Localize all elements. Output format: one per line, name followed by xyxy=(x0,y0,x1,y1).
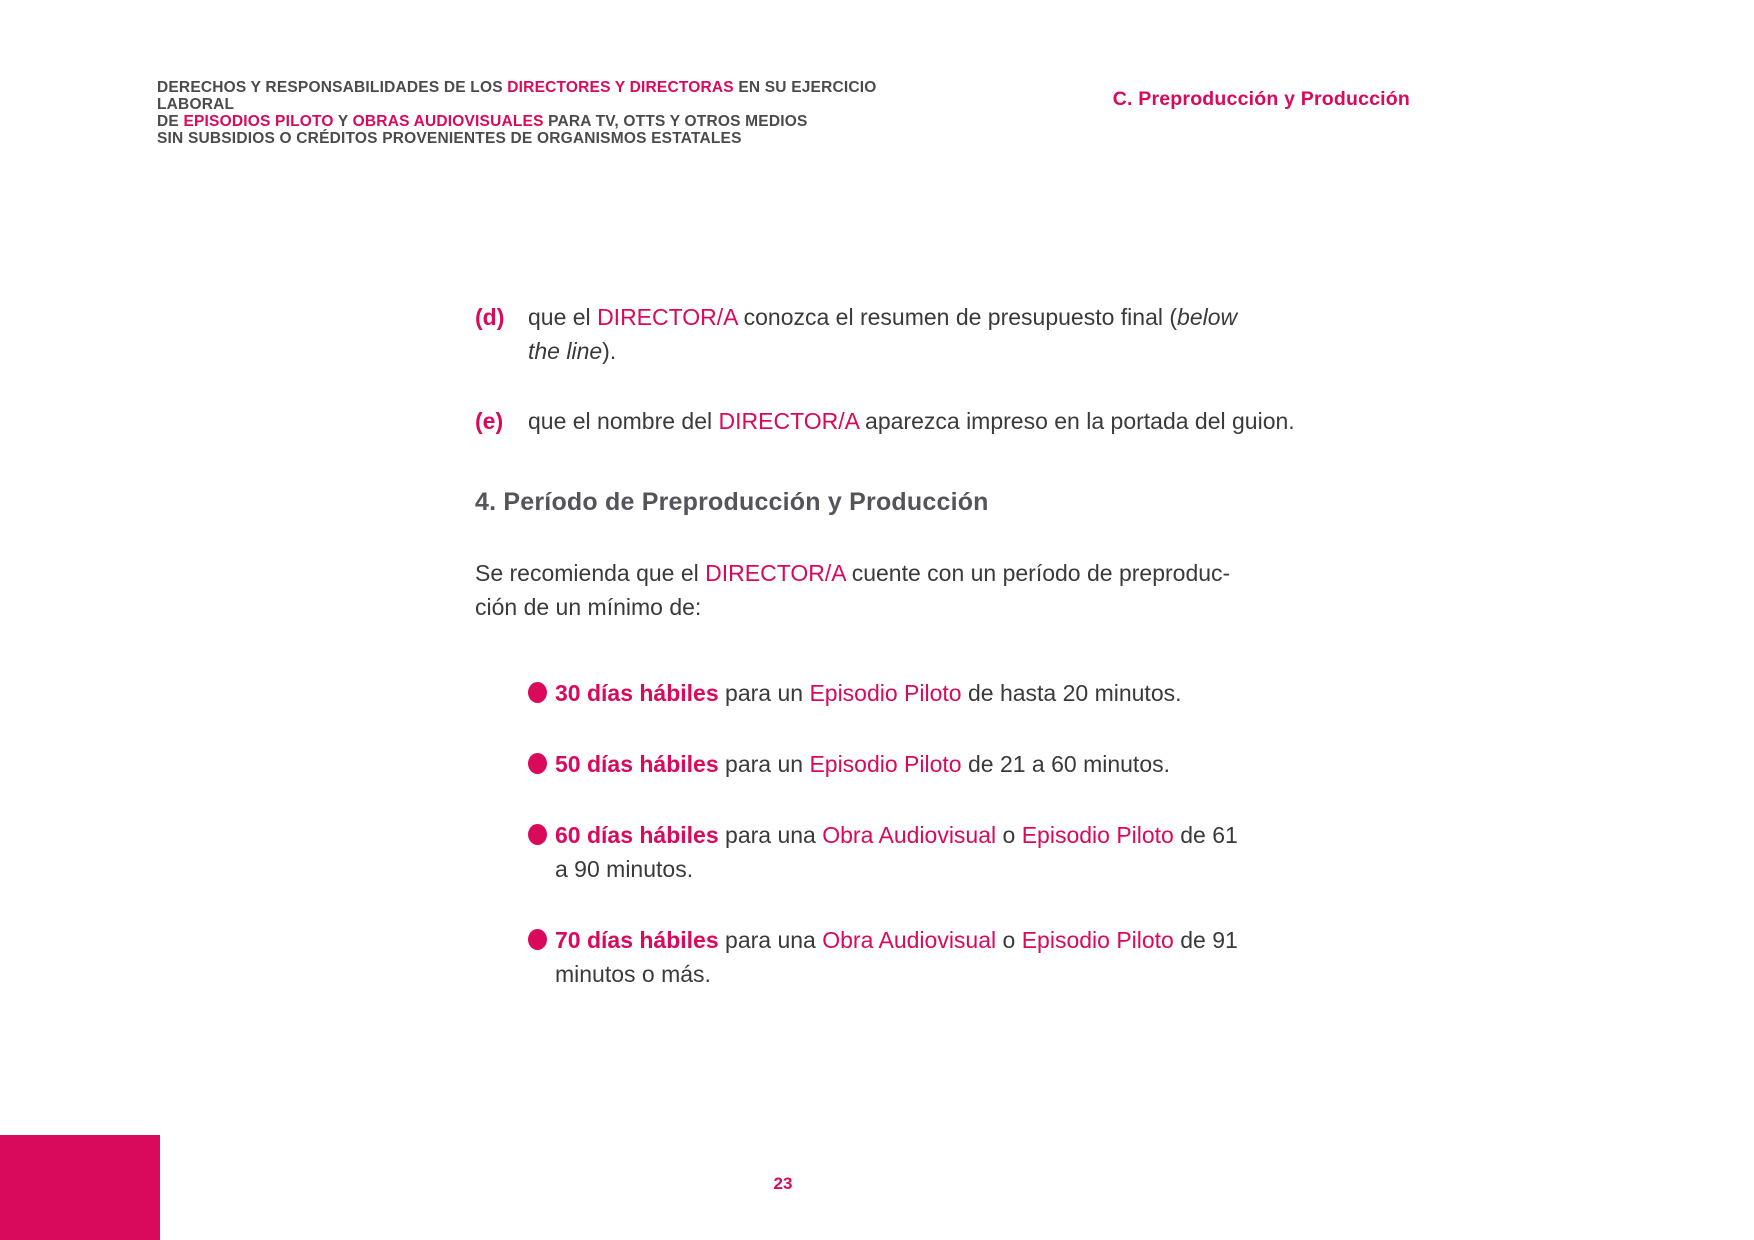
bullet-seg: de 21 a 60 minutos. xyxy=(961,751,1171,777)
page-number: 23 xyxy=(773,1174,793,1193)
bullet-lead: 70 días hábiles xyxy=(555,927,719,953)
bullet-item-60-days xyxy=(475,818,1315,886)
bullet-seg: o xyxy=(996,927,1022,953)
intro-seg-line2: ción de un mínimo de: xyxy=(475,594,702,620)
item-e-text xyxy=(528,404,1295,438)
bullet-text xyxy=(555,818,1315,886)
header-text: Y xyxy=(333,113,353,130)
intro-paragraph xyxy=(475,556,1315,624)
bullet-text xyxy=(555,923,1315,991)
header-highlight-directores: DIRECTORES Y DIRECTORAS xyxy=(507,79,734,96)
header-line-2 xyxy=(157,113,937,130)
bullet-item-70-days xyxy=(475,923,1315,991)
header-running-title xyxy=(157,79,937,147)
bullet-term-episodio-piloto: Episodio Piloto xyxy=(809,751,962,777)
bullet-seg: de hasta 20 minutos. xyxy=(961,680,1182,706)
item-d-italic-below: below xyxy=(1177,304,1238,330)
header-highlight-obras: OBRAS AUDIOVISUALES xyxy=(352,113,544,130)
item-e-label: (e) xyxy=(475,408,504,434)
intro-seg: cuente con un período de preproduc- xyxy=(845,560,1231,586)
bullet-seg: o xyxy=(996,822,1022,848)
intro-director-term: DIRECTOR/A xyxy=(705,560,846,586)
item-e-director-term: DIRECTOR/A xyxy=(718,408,859,434)
bullet-seg: para una xyxy=(718,822,823,848)
item-d-label: (d) xyxy=(475,304,505,330)
bullet-seg: para un xyxy=(718,680,810,706)
item-d-seg: ). xyxy=(602,338,617,364)
header-highlight-episodios: EPISODIOS PILOTO xyxy=(183,113,334,130)
bullet-term-episodio-piloto: Episodio Piloto xyxy=(1021,822,1174,848)
bullet-term-episodio-piloto: Episodio Piloto xyxy=(809,680,962,706)
bullet-dot-icon xyxy=(528,753,547,774)
bullet-lead: 60 días hábiles xyxy=(555,822,719,848)
bullet-item-50-days xyxy=(475,747,1315,781)
chapter-title: C. Preproducción y Producción xyxy=(1112,88,1410,110)
bullet-lead: 50 días hábiles xyxy=(555,751,719,777)
bullet-text xyxy=(555,676,1315,710)
bullet-item-30-days xyxy=(475,676,1315,710)
bullet-seg: de 61 xyxy=(1173,822,1238,848)
intro-seg: Se recomienda que el xyxy=(475,560,706,586)
item-d-italic-the-line: the line xyxy=(528,338,603,364)
bullet-seg: para un xyxy=(718,751,810,777)
header-line-3: SIN SUBSIDIOS O CRÉDITOS PROVENIENTES DE ORGANISMOS ESTATALES xyxy=(157,130,742,147)
bullet-term-obra-audiovisual: Obra Audiovisual xyxy=(822,822,997,848)
bullet-seg: para una xyxy=(718,927,823,953)
bullet-dot-icon xyxy=(528,682,547,703)
bullet-dot-icon xyxy=(528,824,547,845)
header-text: DERECHOS Y RESPONSABILIDADES DE LOS xyxy=(157,79,508,96)
bullet-dot-icon xyxy=(528,929,547,950)
main-content xyxy=(475,300,1315,1028)
bullet-term-episodio-piloto: Episodio Piloto xyxy=(1021,927,1174,953)
item-d-seg: que el xyxy=(528,304,598,330)
item-e-seg: aparezca impreso en la portada del guion. xyxy=(858,408,1295,434)
bullet-seg-line2: minutos o más. xyxy=(555,961,711,987)
item-e-seg: que el nombre del xyxy=(528,408,719,434)
bullet-lead: 30 días hábiles xyxy=(555,680,719,706)
bullet-seg-line2: a 90 minutos. xyxy=(555,856,694,882)
bullet-seg: de 91 xyxy=(1173,927,1238,953)
section-heading: 4. Período de Preproducción y Producción xyxy=(475,488,989,516)
corner-decoration-block xyxy=(0,1135,160,1240)
header-text: EN SU EJERCICIO LABORAL xyxy=(157,79,877,113)
list-item-e xyxy=(475,404,1315,438)
header-text: PARA TV, OTTS Y OTROS MEDIOS xyxy=(543,113,808,130)
list-item-d xyxy=(475,300,1315,368)
bullet-list xyxy=(475,676,1315,991)
item-d-seg: conozca el resumen de presupuesto final ( xyxy=(737,304,1178,330)
bullet-text xyxy=(555,747,1315,781)
item-d-text xyxy=(528,300,1237,368)
header-text: DE xyxy=(157,113,184,130)
item-d-director-term: DIRECTOR/A xyxy=(597,304,738,330)
bullet-term-obra-audiovisual: Obra Audiovisual xyxy=(822,927,997,953)
header-line-1 xyxy=(157,79,937,113)
